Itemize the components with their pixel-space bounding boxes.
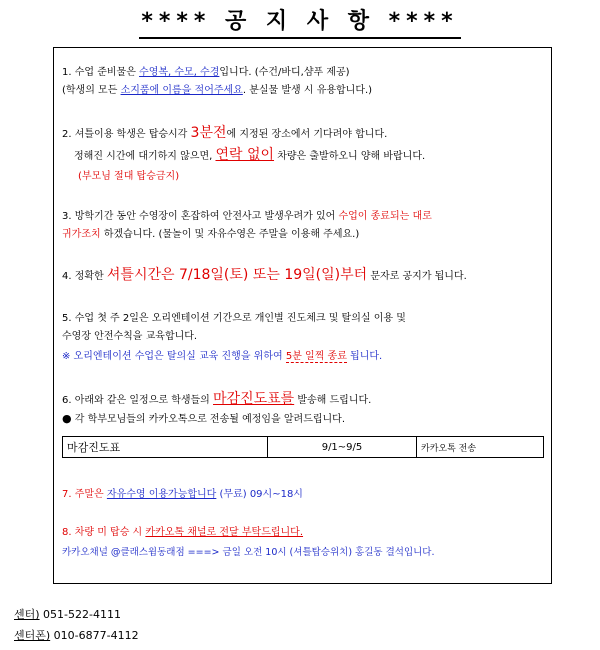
- item3-after-class: 수업이 종료되는 대로: [338, 211, 432, 222]
- item1-line2: [62, 84, 372, 98]
- item7-text-c: (무료) 09시~18시: [216, 489, 303, 500]
- item4-shuttle-dates: 셔틀시간은 7/18일(토) 또는 19일(일)부터: [106, 267, 368, 283]
- item5-early-end: 5분 일찍 종료: [285, 351, 347, 362]
- schedule-table: [62, 436, 544, 458]
- notice-title: **** 공 지 사 항 ****: [139, 8, 460, 39]
- footer-mobile-phone: [14, 627, 139, 643]
- item7-text-a: 7. 주말은: [62, 489, 107, 500]
- item2-no-contact: 연락 없이: [215, 147, 275, 163]
- item2-text-f: 차량은 출발하오니 양해 바랍니다.: [274, 151, 426, 162]
- item2-line1: [62, 126, 387, 142]
- notice-title-wrap: [0, 8, 600, 39]
- item8-line1: [62, 526, 303, 540]
- item1-supplies: 수영복, 수모, 수경: [139, 67, 220, 78]
- item5-line1: [62, 312, 406, 326]
- item1-label-belongings: 소지품에 이름을 적어주세요: [120, 85, 243, 96]
- notice-box: [53, 47, 552, 584]
- table-row: [63, 437, 544, 458]
- item2-text-a: 2. 셔틀이용 학생은 탑승시각: [62, 129, 191, 140]
- item6-text-a: 6. 아래와 같은 일정으로 학생들의: [62, 395, 214, 406]
- mobile-phone-label: 센터폰): [14, 629, 51, 642]
- item6-line2: [62, 412, 345, 427]
- item1-text-d: (학생의 모든: [62, 85, 121, 96]
- item8-example: 카카오채널 @클래스윔동래점 ===> 금일 오전 10시 (셔틀탑승위치) 홍길동 결석입니다.: [62, 547, 435, 558]
- item3-text-a: 3. 방학기간 동안 수영장이 혼잡하여 안전사고 발생우려가 있어: [62, 211, 339, 222]
- item4-line: [62, 268, 467, 284]
- center-phone-number: 051-522-4111: [39, 608, 121, 621]
- schedule-method: 카카오톡 전송: [417, 437, 544, 458]
- item2-text-d: 정해진 시간에 대기하지 않으면,: [74, 151, 216, 162]
- item5-line3: [62, 350, 382, 364]
- item5-text-a: 5. 수업 첫 주 2일은 오리엔테이션 기간으로 개인별 진도체크 및 탈의실 이용 및: [62, 313, 406, 324]
- center-phone-label: 센터): [14, 608, 40, 621]
- item1-line1: [62, 66, 350, 80]
- item3-line1: [62, 210, 432, 224]
- item8-text-a: 8. 차량 미 탑승 시: [62, 527, 146, 538]
- item2-line2: [74, 148, 425, 164]
- item3-text-d: 하겠습니다. (물놀이 및 자유수영은 주말을 이용해 주세요.): [100, 229, 360, 240]
- item8-kakao-channel: 카카오톡 채널로 전달 부탁드립니다.: [145, 527, 304, 538]
- item3-send-home: 귀가조치: [62, 229, 101, 240]
- item5-line2: [62, 330, 197, 344]
- item5-text-c: ※ 오리엔테이션 수업은 탈의실 교육 진행을 위하여: [62, 351, 286, 362]
- item7-free-swim: 자유수영 이용가능합니다: [106, 489, 217, 500]
- item2-three-min: 3분전: [190, 125, 227, 141]
- footer-center-phone: [14, 606, 121, 622]
- item8-line2: [62, 546, 435, 560]
- item6-text-c: 발송해 드립니다.: [294, 395, 372, 406]
- mobile-phone-number: 010-6877-4112: [50, 629, 139, 642]
- item1-text-c: 입니다. (수건/바디,샴푸 제공): [219, 67, 350, 78]
- item5-text-b: 수영장 안전수칙을 교육합니다.: [62, 331, 198, 342]
- item4-text-c: 문자로 공지가 됩니다.: [367, 271, 467, 282]
- item7-line: [62, 488, 303, 502]
- schedule-label: 마감진도표: [63, 437, 268, 458]
- item6-final-progress: 마감진도표를: [213, 391, 295, 407]
- item1-text-a: 1. 수업 준비물은: [62, 67, 140, 78]
- item2-line3: [78, 170, 179, 184]
- item2-no-parents: (부모님 절대 탑승금지): [78, 171, 180, 182]
- item5-text-e: 됩니다.: [346, 351, 383, 362]
- item3-line2: [62, 228, 359, 242]
- item6-line1: [62, 392, 371, 408]
- item2-text-c: 에 지정된 장소에서 기다려야 합니다.: [226, 129, 388, 140]
- bullet-icon: ●: [62, 412, 72, 425]
- item4-text-a: 4. 정확한: [62, 271, 107, 282]
- item6-text-d: 각 학부모님들의 카카오톡으로 전송될 예정임을 알려드립니다.: [71, 414, 346, 425]
- schedule-dates: 9/1~9/5: [268, 437, 417, 458]
- item1-text-f: . 분실물 발생 시 유용합니다.): [242, 85, 373, 96]
